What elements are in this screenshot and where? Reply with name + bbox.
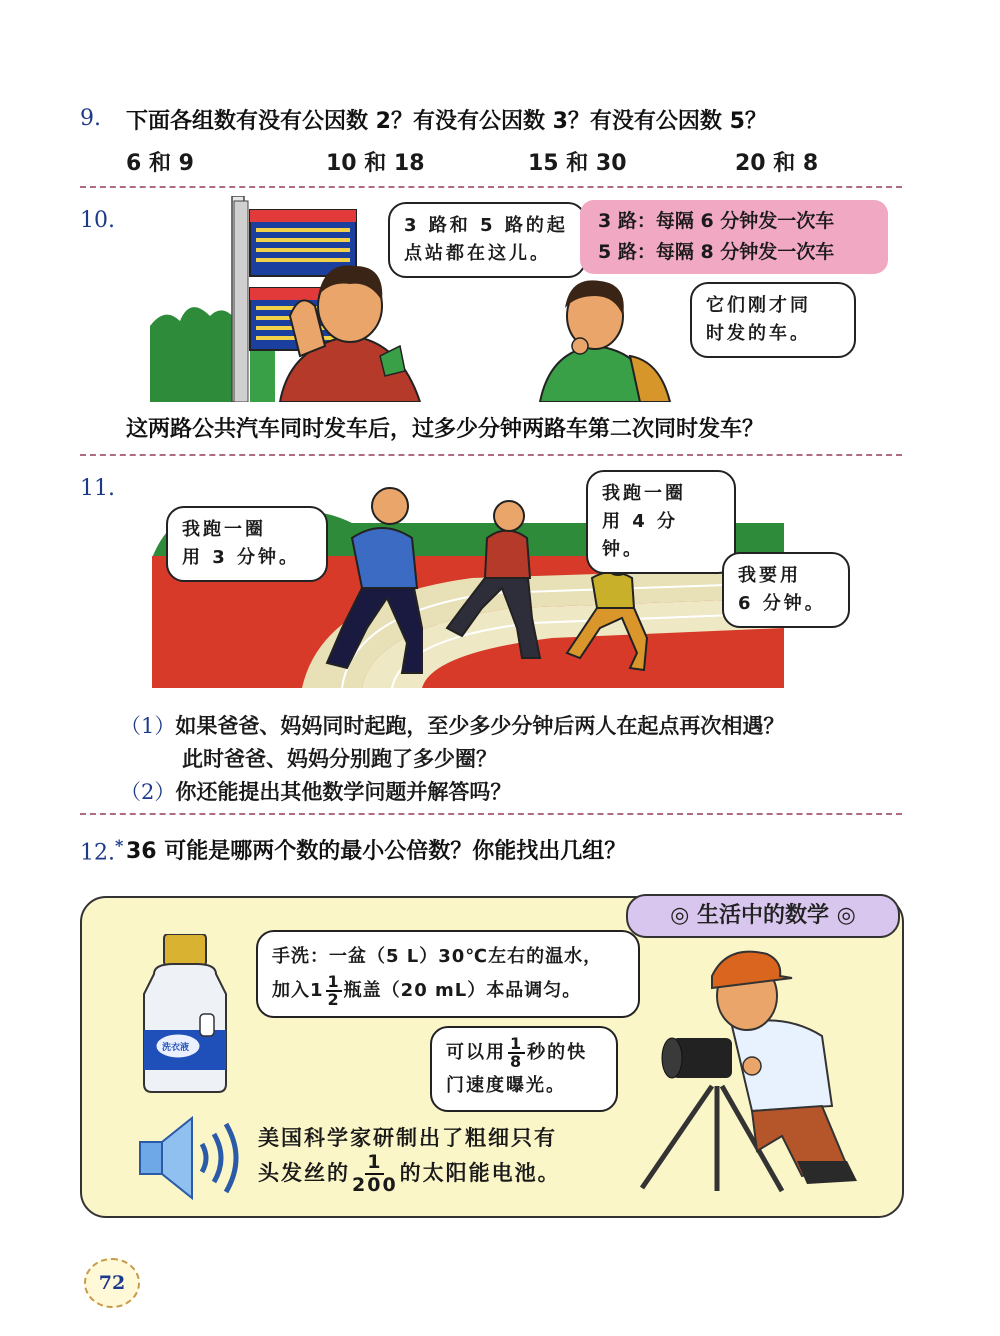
subquestion-1-line1: 如果爸爸、妈妈同时起跑，至少多少分钟后两人在起点再次相遇？ [175,714,785,738]
subquestion-2-text: 你还能提出其他数学问题并解答吗？ [175,780,512,804]
q12-star: * [115,836,124,855]
shutter-line-2: 门速度曝光。 [446,1075,566,1096]
bubble1-line1: 3 路和 5 路的起 [404,215,568,236]
divider [80,813,902,815]
bus-schedule-box [580,200,888,274]
wash-line-1: 手洗：一盆（5 L）30℃左右的温水， [272,946,603,967]
math-in-life-title: ◎ 生活中的数学 ◎ [626,894,900,938]
bottle-icon [134,934,236,1094]
photographer-illustration [632,936,872,1196]
speaker-icon [136,1112,248,1204]
divider [80,454,902,456]
fraction-one-eighth [508,1036,525,1070]
question-number-10: 10. [80,208,115,233]
frac-den: 8 [510,1052,524,1071]
bubble2-line1: 它们刚才同 [706,295,811,316]
pair-2: 10 和 18 [326,151,425,176]
question-number-12 [80,836,123,865]
subquestion-1 [120,710,784,740]
frac-den: 200 [352,1174,398,1196]
speech-bubble-dad [166,506,328,582]
pair-1: 6 和 9 [126,151,194,176]
subquestion-2 [120,776,511,806]
solar-line-1: 美国科学家研制出了粗细只有 [258,1126,557,1150]
solar-pre: 头发丝的 [258,1161,350,1185]
wash-line-2-post: 瓶盖（20 mL）本品调匀。 [343,980,582,1001]
subquestion-2-label: （2） [120,780,176,804]
divider [80,186,902,188]
bubble2-line2: 时发的车。 [706,323,811,344]
question-number-11: 11. [80,476,115,501]
fraction-one-half [326,974,342,1008]
bubble-mom-line2: 用 4 分钟。 [602,511,679,560]
page-number: 72 [84,1258,140,1308]
speaker-shape [136,1112,248,1204]
question-12-text: 36 可能是哪两个数的最小公倍数？你能找出几组？ [126,839,627,864]
schedule-line-2: 5 路：每隔 8 分钟发一次车 [598,241,835,263]
question-9-text: 下面各组数有没有公因数 2？有没有公因数 3？有没有公因数 5？ [126,109,767,134]
speech-bubble-kid [722,552,850,628]
detergent-bottle [134,934,236,1094]
fraction-one-two-hundredth [352,1152,398,1196]
bubble-mom-line1: 我跑一圈 [602,483,686,504]
frac-num: 1 [510,1034,524,1053]
pair-3: 15 和 30 [528,151,627,176]
frac-num: 1 [327,972,340,991]
solar-post: 的太阳能电池。 [399,1161,561,1185]
photographer-scene [632,936,872,1196]
shutter-speed-bubble [430,1026,618,1112]
schedule-line-1: 3 路：每隔 6 分钟发一次车 [598,210,835,232]
speech-bubble-1 [388,202,586,278]
wash-line-2 [272,974,624,1008]
bubble-dad-line1: 我跑一圈 [182,519,266,540]
wash-line-2-pre: 加入1 [272,980,324,1001]
shutter-line-1 [446,1036,602,1070]
pair-4: 20 和 8 [735,151,819,176]
bubble-kid-line1: 我要用 [738,565,801,586]
bubble-kid-line2: 6 分钟。 [738,593,826,614]
shutter-post: 秒的快 [527,1042,588,1063]
washing-instructions-bubble [256,930,640,1018]
q12-num: 12. [80,840,115,866]
question-number-9: 9. [80,106,101,131]
solar-line-2 [258,1152,561,1196]
question-10-text: 这两路公共汽车同时发车后，过多少分钟两路车第二次同时发车？ [126,417,765,442]
frac-den: 2 [327,990,340,1009]
speech-bubble-2 [690,282,856,358]
bubble1-line2: 点站都在这儿。 [404,243,551,264]
subquestion-1-label: （1） [120,714,176,738]
bottle-label: 洗衣液 [162,1043,190,1053]
shutter-pre: 可以用 [446,1042,506,1063]
frac-num: 1 [367,1151,383,1173]
bubble-dad-line2: 用 3 分钟。 [182,547,301,568]
subquestion-1-line2: 此时爸爸、妈妈分别跑了多少圈？ [182,747,497,771]
speech-bubble-mom [586,470,736,574]
